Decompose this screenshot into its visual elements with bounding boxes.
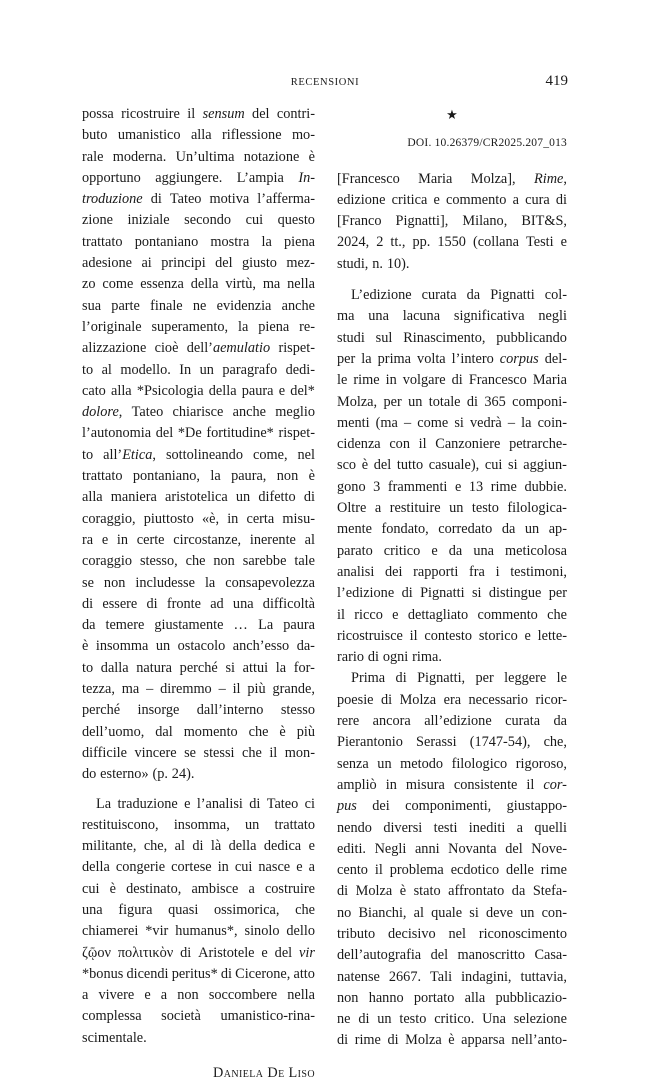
text-line: to all’Etica, sottolineando come, nel — [82, 446, 315, 463]
text-line: tributo decisivo nel riconoscimento — [337, 925, 567, 942]
text-line: coraggio, piuttosto «è, in certa misu- — [82, 510, 315, 527]
text-line: rale moderna. Un’ultima notazione è — [82, 148, 315, 165]
text-line: il ricco e dettagliato commento che — [337, 606, 567, 623]
text-line: *bonus dicendi peritus* di Cicerone, atto — [82, 965, 315, 982]
running-header: RECENSIONI — [290, 77, 360, 88]
text-line: analisi dei rapporti fra i testimoni, — [337, 563, 567, 580]
text-line: l’edizione di Pignatti si distingue per — [337, 585, 567, 602]
text-line: sco è del tutto casuale), cui si aggiun- — [337, 457, 567, 474]
text-line: ma una lacuna significativa negli — [337, 308, 567, 325]
text-line: parato critico e da una meticolosa — [337, 542, 567, 559]
text-line: troduzione di Tateo motiva l’afferma- — [82, 191, 315, 208]
text-line: dell’uomo, dal momento che è più — [82, 723, 315, 740]
text-line: difficile vincere se stessi che il mon- — [82, 744, 315, 761]
text-line: cidenza con il Canzoniere petrarche- — [337, 436, 567, 453]
text-line: L’edizione curata da Pignatti col- — [351, 287, 567, 304]
text-line: gono 3 frammenti e 13 rime dubbie. — [337, 478, 567, 495]
text-line: buto umanistico alla riflessione mo- — [82, 127, 315, 144]
text-line: a vivere e a non soccombere nella — [82, 987, 315, 1004]
text-line: studi sul Rinascimento, pubblicando — [337, 329, 567, 346]
text-line: cato alla *Psicologia della paura e del* — [82, 382, 315, 399]
text-line: Pierantonio Serassi (1747-54), che, — [337, 734, 567, 751]
text-line: ricostruisce il contesto storico e lette- — [337, 627, 567, 644]
text-line: se non includesse la consapevolezza — [82, 574, 315, 591]
text-line: menti (ma – come si vedrà – la coin- — [337, 414, 567, 431]
paragraph — [82, 104, 315, 786]
text-line: le rime in volgare di Francesco Maria — [337, 372, 567, 389]
text-line: ampliò in misura consistente il cor- — [337, 776, 567, 793]
text-line: editi. Negli anni Novanta del Nove- — [337, 840, 567, 857]
text-line: della congerie cortese in cui nasce e a — [82, 859, 315, 876]
page-number: 419 — [545, 73, 568, 89]
text-line: l’originale superamento, la piena re- — [82, 318, 315, 335]
text-line: pus dei componimenti, giustappo- — [337, 798, 567, 815]
text-line: trattato pontaniano, la paura, non è — [82, 468, 315, 485]
text-line: possa ricostruire il sensum del contri- — [82, 106, 315, 122]
text-line: chiamerei *vir humanus*, sinolo dello — [82, 923, 315, 940]
text-line: to dalla natura perché si attui la for- — [82, 659, 315, 676]
text-line: tezza, ma – diremmo – il più grande, — [82, 681, 315, 698]
paragraph — [82, 794, 315, 1050]
text-line: no Bianchi, al quale si deve un con- — [337, 904, 567, 921]
text-line: non hanno portato alla pubblicazio- — [337, 989, 567, 1006]
text-line: ne di un testo critico. Una selezione — [337, 1011, 567, 1028]
left-column — [82, 104, 315, 1084]
text-line: da temere giustamente … La paura — [82, 617, 315, 634]
text-line: cui è destinato, ambisce a costruire — [82, 880, 315, 897]
text-line: complessa società umanistico-rina- — [82, 1008, 315, 1025]
text-line: di rime di Molza è apparsa nell’anto- — [337, 1032, 567, 1049]
text-line: cento il problema ecdotico delle rime — [337, 862, 567, 879]
text-line: rario di ogni rima. — [337, 649, 442, 666]
text-line: senza un metodo filologico rigoroso, — [337, 755, 567, 772]
text-line: zione iniziale secondo cui questo — [82, 212, 315, 229]
text-line: nendo diversi testi inediti a quelli — [337, 819, 567, 836]
text-line: una figura quasi ossimorica, che — [82, 901, 315, 918]
text-line: sua parte finale ne evidenzia anche — [82, 297, 315, 314]
paragraph — [337, 668, 567, 1051]
author-signature: Daniela De Liso — [213, 1065, 315, 1082]
text-line: zo come essenza della virtù, ma nella — [82, 276, 315, 293]
text-line: per la prima volta l’intero corpus del- — [337, 350, 567, 367]
text-line: natense 2667. Tali indagini, tuttavia, — [337, 968, 567, 985]
bibliographic-citation — [337, 169, 567, 275]
text-line: 2024, 2 tt., pp. 1550 (collana Testi e — [337, 234, 567, 251]
text-line: Prima di Pignatti, per leggere le — [351, 670, 567, 687]
text-line: poesie di Molza era necessario ricor- — [337, 691, 567, 708]
text-line: di essere di fronte ad una difficoltà — [82, 595, 315, 612]
doi-reference: DOI. 10.26379/CR2025.207_013 — [407, 137, 567, 150]
text-line: dolore, Tateo chiarisce anche meglio — [82, 404, 315, 421]
text-line: trattato pontaniano mostra la piena — [82, 233, 315, 250]
right-column — [337, 104, 567, 1052]
section-separator-star: ★ — [446, 107, 458, 122]
text-line: alizzazione cioè dell’aemulatio rispet- — [82, 340, 315, 357]
text-line: scimentale. — [82, 1029, 147, 1046]
text-line: mente fondato, corredato da un ap- — [337, 521, 567, 538]
paragraph — [337, 285, 567, 668]
text-line: è insomma un ostacolo anch’esso da- — [82, 638, 315, 655]
text-line: alla maniera aristotelica un difetto di — [82, 489, 315, 506]
text-line: opportuno aggiungere. L’ampia In- — [82, 169, 315, 186]
text-line: to al modello. In un paragrafo dedi- — [82, 361, 315, 378]
text-line: [Franco Pignatti], Milano, BIT&S, — [337, 213, 567, 230]
text-line: perché insorge dall’interno stesso — [82, 702, 315, 719]
text-line: restituiscono, insomma, un trattato — [82, 816, 315, 833]
text-line: [Francesco Maria Molza], Rime, — [337, 170, 567, 187]
text-line: militante, che, al di là della dedica e — [82, 838, 315, 855]
text-line: ζῷον πολιτικὸν di Aristotele e del vir — [82, 944, 315, 961]
text-line: Oltre a restituire un testo filologica- — [337, 500, 567, 517]
text-line: dell’autografia del manoscritto Casa- — [337, 947, 567, 964]
text-line: La traduzione e l’analisi di Tateo ci — [96, 795, 315, 812]
text-line: edizione critica e commento a cura di — [337, 191, 567, 208]
text-line: adesione ai principi del giusto mez- — [82, 255, 315, 272]
text-line: Molza, per un totale di 365 componi- — [337, 393, 567, 410]
text-line: l’autonomia del *De fortitudine* rispet- — [82, 425, 315, 442]
text-line: coraggio stesso, che non sarebbe tale — [82, 553, 315, 570]
text-line: rere ancora all’edizione curata da — [337, 713, 567, 730]
text-line: ra e in certe circostanze, inerente al — [82, 531, 315, 548]
text-line: studi, n. 10). — [337, 255, 410, 272]
text-line: di Molza è stato affrontato da Stefa- — [337, 883, 567, 900]
text-line: do esterno» (p. 24). — [82, 766, 195, 783]
